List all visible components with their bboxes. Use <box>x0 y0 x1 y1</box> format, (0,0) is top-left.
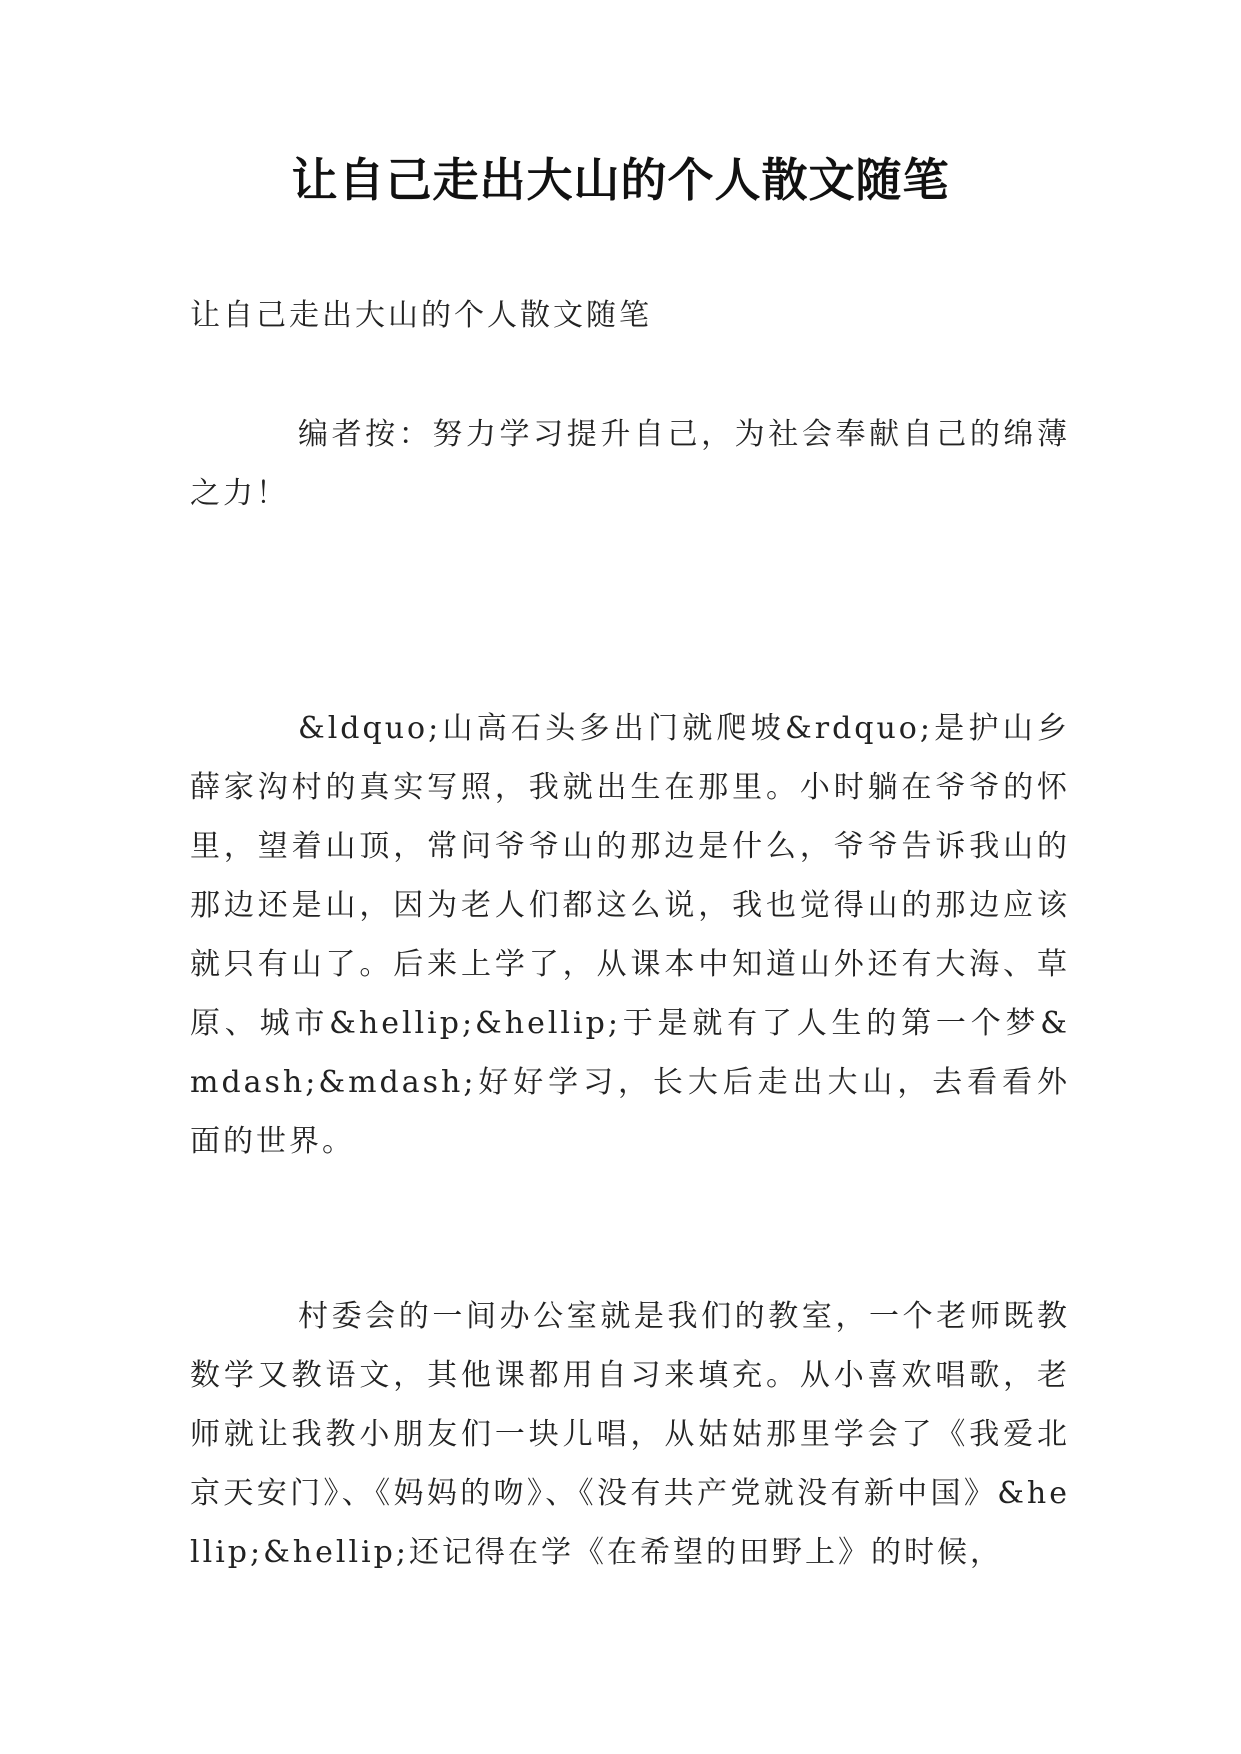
editor-note-paragraph: 编者按：努力学习提升自己，为社会奉献自己的绵薄之力！ <box>190 417 1070 511</box>
document-subtitle: 让自己走出大山的个人散文随笔 <box>190 298 652 333</box>
body-paragraph: 村委会的一间办公室就是我们的教室，一个老师既教数学又教语文，其他课都用自习来填充。从小喜欢唱歌，老师就让我教小朋友们一块儿唱，从姑姑那里学会了《我爱北京天安门》、《妈妈的吻》、《没有共产党就没有新中国》&hellip;&hellip;还记得在学《在希望的田野上》的时候， <box>190 1299 1070 1570</box>
body-paragraph: &ldquo;山高石头多出门就爬坡&rdquo;是护山乡薛家沟村的真实写照，我就出生在那里。小时躺在爷爷的怀里，望着山顶，常问爷爷山的那边是什么，爷爷告诉我山的那边还是山，因为老人们都这么说，我也觉得山的那边应该就只有山了。后来上学了，从课本中知道山外还有大海、草原、城市&hellip;&hellip;于是就有了人生的第一个梦&mdash;&mdash;好好学习，长大后走出大山，去看看外面的世界。 <box>190 711 1070 1159</box>
document-title: 让自己走出大山的个人散文随笔 <box>291 153 950 207</box>
